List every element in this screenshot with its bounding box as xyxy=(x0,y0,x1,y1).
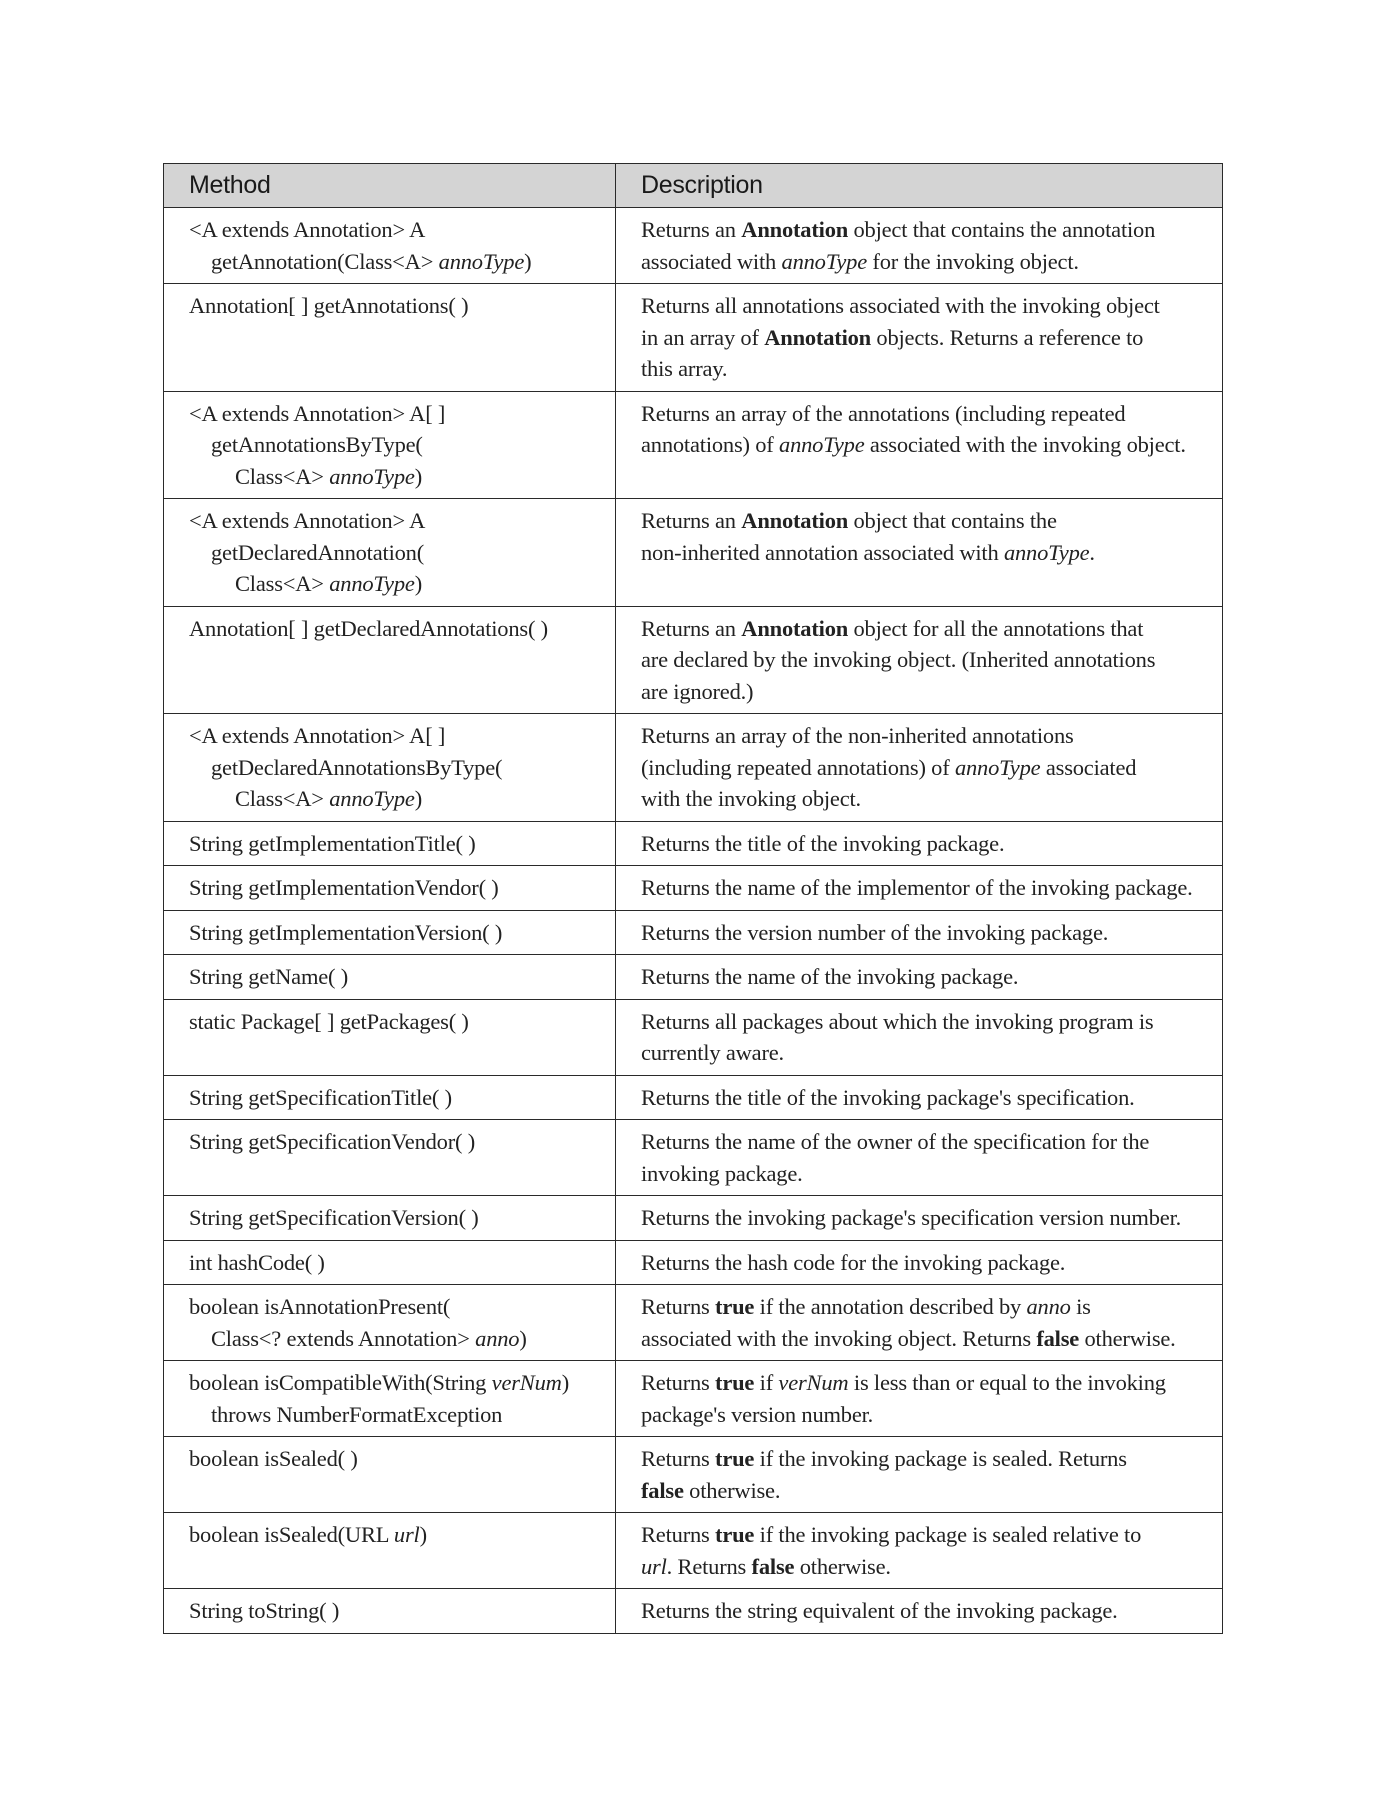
description-text: false xyxy=(641,1477,684,1503)
table-row xyxy=(164,714,1223,822)
method-line xyxy=(189,1202,607,1234)
method-text: ) xyxy=(561,1370,570,1395)
description-text: currently aware. xyxy=(641,1040,784,1065)
description-text: Returns xyxy=(641,1370,716,1395)
description-text: Annotation xyxy=(741,615,849,641)
description-text: objects. Returns a reference to xyxy=(870,324,1144,350)
description-line xyxy=(641,322,1216,354)
method-text: String getSpecificationVendor( ) xyxy=(189,1129,476,1154)
description-text: false xyxy=(1036,1325,1080,1351)
description-cell xyxy=(616,821,1223,866)
method-line xyxy=(189,1247,607,1279)
method-text: <A extends Annotation> A xyxy=(189,508,426,533)
description-line xyxy=(641,1291,1216,1323)
method-line xyxy=(189,783,607,815)
table-row xyxy=(164,999,1223,1075)
method-line xyxy=(189,828,607,860)
description-line xyxy=(641,720,1216,752)
method-text: throws NumberFormatException xyxy=(211,1401,503,1427)
description-cell xyxy=(616,1120,1223,1196)
description-line xyxy=(641,505,1216,537)
description-text: Returns an array of the annotations (including repeated xyxy=(641,400,1126,426)
description-cell xyxy=(616,1196,1223,1241)
description-text: annoType xyxy=(954,754,1041,780)
description-cell xyxy=(616,208,1223,284)
description-line xyxy=(641,1323,1216,1355)
description-cell xyxy=(616,1240,1223,1285)
table-header-row xyxy=(164,164,1223,208)
description-line xyxy=(641,676,1216,708)
table-row xyxy=(164,1513,1223,1589)
method-text: boolean isAnnotationPresent( xyxy=(189,1294,451,1319)
description-text: if xyxy=(754,1370,779,1395)
description-line xyxy=(641,246,1216,278)
table-row xyxy=(164,1361,1223,1437)
method-table xyxy=(163,163,1223,1634)
method-line xyxy=(189,568,607,600)
method-line xyxy=(189,613,607,645)
description-text: . Returns xyxy=(666,1553,752,1579)
method-text: boolean isSealed(URL xyxy=(189,1522,394,1547)
table-row xyxy=(164,284,1223,392)
method-text: annoType xyxy=(438,248,525,274)
method-line xyxy=(189,246,607,278)
method-text: String getImplementationVersion( ) xyxy=(189,919,503,945)
method-cell xyxy=(164,821,616,866)
description-text: if the invoking package is sealed relative to xyxy=(754,1522,1142,1547)
description-text: Returns the title of the invoking package's specification. xyxy=(641,1084,1135,1110)
method-text: <A extends Annotation> A[ ] xyxy=(189,400,446,426)
table-body xyxy=(164,208,1223,1634)
description-cell xyxy=(616,714,1223,822)
description-text: annoType xyxy=(1003,539,1090,565)
method-line xyxy=(189,1399,607,1431)
description-text: Returns all annotations associated with the invoking object xyxy=(641,293,1160,318)
description-line xyxy=(641,1247,1216,1279)
table-row xyxy=(164,1075,1223,1120)
description-text: annoType xyxy=(779,432,865,457)
description-line xyxy=(641,429,1216,461)
method-cell xyxy=(164,1285,616,1361)
method-text: ) xyxy=(414,463,422,489)
description-text: Returns the name of the owner of the specification for the xyxy=(641,1129,1150,1154)
description-text: Returns all packages about which the invoking program is xyxy=(641,1008,1154,1034)
method-line xyxy=(189,1006,607,1038)
method-text: getDeclaredAnnotation( xyxy=(211,539,425,565)
method-cell xyxy=(164,1240,616,1285)
method-line xyxy=(189,1126,607,1158)
table-row xyxy=(164,821,1223,866)
method-text: ) xyxy=(414,786,422,811)
description-cell xyxy=(616,1075,1223,1120)
description-text: if the invoking package is sealed. Returns xyxy=(754,1446,1127,1471)
description-text: Returns an array of the non-inherited annotations xyxy=(641,723,1074,748)
description-cell xyxy=(616,1285,1223,1361)
method-line xyxy=(189,1595,607,1627)
description-text: otherwise. xyxy=(683,1477,781,1503)
method-table-container xyxy=(163,163,1222,1634)
description-line xyxy=(641,214,1216,246)
description-line xyxy=(641,1126,1216,1158)
method-cell xyxy=(164,1075,616,1120)
table-row xyxy=(164,910,1223,955)
description-line xyxy=(641,783,1216,815)
description-text: . xyxy=(1089,539,1095,565)
description-line xyxy=(641,1399,1216,1431)
description-text: Returns the invoking package's specification version number. xyxy=(641,1205,1182,1230)
description-cell xyxy=(616,866,1223,911)
table-row xyxy=(164,955,1223,1000)
description-text: object for all the annotations that xyxy=(848,615,1144,641)
description-text: is xyxy=(1070,1294,1091,1319)
table-row xyxy=(164,606,1223,714)
method-line xyxy=(189,398,607,430)
table-row xyxy=(164,208,1223,284)
method-text: Annotation[ ] getAnnotations( ) xyxy=(189,293,469,318)
description-line xyxy=(641,961,1216,993)
method-line xyxy=(189,1519,607,1551)
method-text: String getImplementationTitle( ) xyxy=(189,830,476,856)
method-text: Class<A> xyxy=(235,786,330,811)
description-text: associated with the invoking object. Returns xyxy=(641,1325,1037,1351)
method-text: <A extends Annotation> A[ ] xyxy=(189,723,446,748)
method-line xyxy=(189,1323,607,1355)
method-cell xyxy=(164,1437,616,1513)
method-cell xyxy=(164,1361,616,1437)
table-row xyxy=(164,499,1223,607)
method-line xyxy=(189,290,607,322)
header-description: Description xyxy=(616,164,1223,208)
table-row xyxy=(164,1120,1223,1196)
description-text: Returns the title of the invoking package. xyxy=(641,830,1005,856)
description-cell xyxy=(616,1513,1223,1589)
method-cell xyxy=(164,1120,616,1196)
method-text: int hashCode( ) xyxy=(189,1249,325,1275)
description-text: package's version number. xyxy=(641,1401,874,1427)
description-text: Returns the version number of the invoking package. xyxy=(641,919,1109,945)
method-cell xyxy=(164,714,616,822)
method-text: String toString( ) xyxy=(189,1598,340,1623)
description-cell xyxy=(616,499,1223,607)
method-line xyxy=(189,917,607,949)
table-row xyxy=(164,391,1223,499)
description-text: Annotation xyxy=(741,508,849,533)
description-cell xyxy=(616,284,1223,392)
description-text: Annotation xyxy=(741,217,849,242)
description-text: Returns the hash code for the invoking package. xyxy=(641,1249,1066,1275)
description-line xyxy=(641,917,1216,949)
method-cell xyxy=(164,955,616,1000)
method-text: ) xyxy=(519,1325,527,1351)
method-text: annoType xyxy=(329,786,415,811)
method-line xyxy=(189,720,607,752)
method-line xyxy=(189,1443,607,1475)
method-text: anno xyxy=(475,1325,520,1351)
description-text: true xyxy=(715,1294,755,1319)
description-line xyxy=(641,353,1216,385)
description-text: are ignored.) xyxy=(641,678,754,704)
description-text: in an array of xyxy=(641,324,765,350)
description-text: non-inherited annotation associated with xyxy=(641,539,1004,565)
description-text: Returns an xyxy=(641,508,742,533)
description-cell xyxy=(616,606,1223,714)
description-text: (including repeated annotations) of xyxy=(641,754,955,780)
method-line xyxy=(189,429,607,461)
description-text: anno xyxy=(1026,1294,1071,1319)
description-line xyxy=(641,1158,1216,1190)
description-text: if the annotation described by xyxy=(754,1294,1027,1319)
description-line xyxy=(641,1443,1216,1475)
description-line xyxy=(641,872,1216,904)
description-text: Returns the string equivalent of the invoking package. xyxy=(641,1598,1118,1623)
method-line xyxy=(189,505,607,537)
method-cell xyxy=(164,1196,616,1241)
description-text: url xyxy=(641,1553,667,1579)
description-cell xyxy=(616,1437,1223,1513)
description-line xyxy=(641,1367,1216,1399)
description-text: are declared by the invoking object. (Inherited annotations xyxy=(641,647,1156,672)
description-text: associated with the invoking object. xyxy=(864,432,1186,457)
description-text: verNum xyxy=(778,1370,849,1395)
description-cell xyxy=(616,910,1223,955)
description-text: Returns the name of the implementor of the invoking package. xyxy=(641,875,1193,900)
description-line xyxy=(641,537,1216,569)
description-cell xyxy=(616,999,1223,1075)
method-text: boolean isCompatibleWith(String xyxy=(189,1370,492,1395)
method-text: Class<A> xyxy=(235,571,330,596)
description-text: object that contains the xyxy=(848,508,1057,533)
method-text: String getImplementationVendor( ) xyxy=(189,875,499,900)
description-line xyxy=(641,644,1216,676)
description-text: associated with xyxy=(641,248,782,274)
method-text: ) xyxy=(414,571,422,596)
table-row xyxy=(164,1240,1223,1285)
description-line xyxy=(641,1475,1216,1507)
description-cell xyxy=(616,391,1223,499)
method-text: <A extends Annotation> A xyxy=(189,217,426,242)
method-text: ) xyxy=(524,248,532,274)
description-line xyxy=(641,1006,1216,1038)
description-line xyxy=(641,398,1216,430)
table-row xyxy=(164,1196,1223,1241)
method-text: annoType xyxy=(329,463,415,489)
method-text: Class<? extends Annotation> xyxy=(211,1325,476,1351)
description-text: otherwise. xyxy=(794,1553,891,1579)
method-text: getAnnotation(Class<A> xyxy=(211,248,439,274)
method-line xyxy=(189,537,607,569)
method-cell xyxy=(164,1513,616,1589)
description-text: is less than or equal to the invoking xyxy=(848,1370,1166,1395)
description-cell xyxy=(616,1361,1223,1437)
description-text: Returns xyxy=(641,1522,716,1547)
description-text: associated xyxy=(1040,754,1137,780)
description-text: true xyxy=(715,1446,755,1471)
description-text: Returns an xyxy=(641,615,742,641)
method-text: url xyxy=(393,1522,420,1547)
method-text: String getName( ) xyxy=(189,964,349,989)
method-line xyxy=(189,461,607,493)
description-text: this array. xyxy=(641,356,728,381)
table-row xyxy=(164,1589,1223,1634)
method-cell xyxy=(164,606,616,714)
method-cell xyxy=(164,999,616,1075)
description-text: Returns an xyxy=(641,217,742,242)
description-line xyxy=(641,613,1216,645)
description-line xyxy=(641,752,1216,784)
method-line xyxy=(189,961,607,993)
description-line xyxy=(641,1082,1216,1114)
description-text: object that contains the annotation xyxy=(848,217,1156,242)
method-line xyxy=(189,214,607,246)
description-cell xyxy=(616,1589,1223,1634)
method-line xyxy=(189,1082,607,1114)
description-text: with the invoking object. xyxy=(641,786,861,811)
method-text: Annotation[ ] getDeclaredAnnotations( ) xyxy=(189,615,548,641)
method-text: ) xyxy=(419,1522,427,1547)
description-text: Returns xyxy=(641,1446,716,1471)
method-text: static Package[ ] getPackages( ) xyxy=(189,1008,469,1034)
description-cell xyxy=(616,955,1223,1000)
description-text: true xyxy=(715,1370,755,1395)
description-line xyxy=(641,290,1216,322)
table-row xyxy=(164,1285,1223,1361)
method-line xyxy=(189,752,607,784)
method-cell xyxy=(164,284,616,392)
method-cell xyxy=(164,208,616,284)
description-text: Annotation xyxy=(764,324,871,350)
description-text: otherwise. xyxy=(1079,1325,1176,1351)
method-text: annoType xyxy=(329,571,415,596)
description-line xyxy=(641,1519,1216,1551)
description-line xyxy=(641,1595,1216,1627)
method-text: verNum xyxy=(491,1370,562,1395)
description-text: Returns the name of the invoking package. xyxy=(641,964,1019,989)
method-line xyxy=(189,1291,607,1323)
table-row xyxy=(164,1437,1223,1513)
method-cell xyxy=(164,866,616,911)
description-text: annoType xyxy=(781,248,867,274)
table-row xyxy=(164,866,1223,911)
header-method: Method xyxy=(164,164,616,208)
description-text: Returns xyxy=(641,1294,716,1319)
description-line xyxy=(641,828,1216,860)
method-text: String getSpecificationTitle( ) xyxy=(189,1084,452,1110)
method-text: getDeclaredAnnotationsByType( xyxy=(211,754,503,780)
method-text: getAnnotationsByType( xyxy=(211,432,423,457)
description-line xyxy=(641,1037,1216,1069)
description-text: true xyxy=(715,1522,755,1547)
description-text: annotations) of xyxy=(641,432,780,457)
description-line xyxy=(641,1202,1216,1234)
description-line xyxy=(641,1551,1216,1583)
description-text: for the invoking object. xyxy=(866,248,1079,274)
method-cell xyxy=(164,1589,616,1634)
method-cell xyxy=(164,499,616,607)
method-text: boolean isSealed( ) xyxy=(189,1446,358,1471)
method-text: Class<A> xyxy=(235,463,330,489)
method-cell xyxy=(164,910,616,955)
method-text: String getSpecificationVersion( ) xyxy=(189,1205,479,1230)
method-line xyxy=(189,872,607,904)
method-line xyxy=(189,1367,607,1399)
description-text: false xyxy=(751,1553,795,1579)
method-cell xyxy=(164,391,616,499)
description-text: invoking package. xyxy=(641,1160,803,1186)
